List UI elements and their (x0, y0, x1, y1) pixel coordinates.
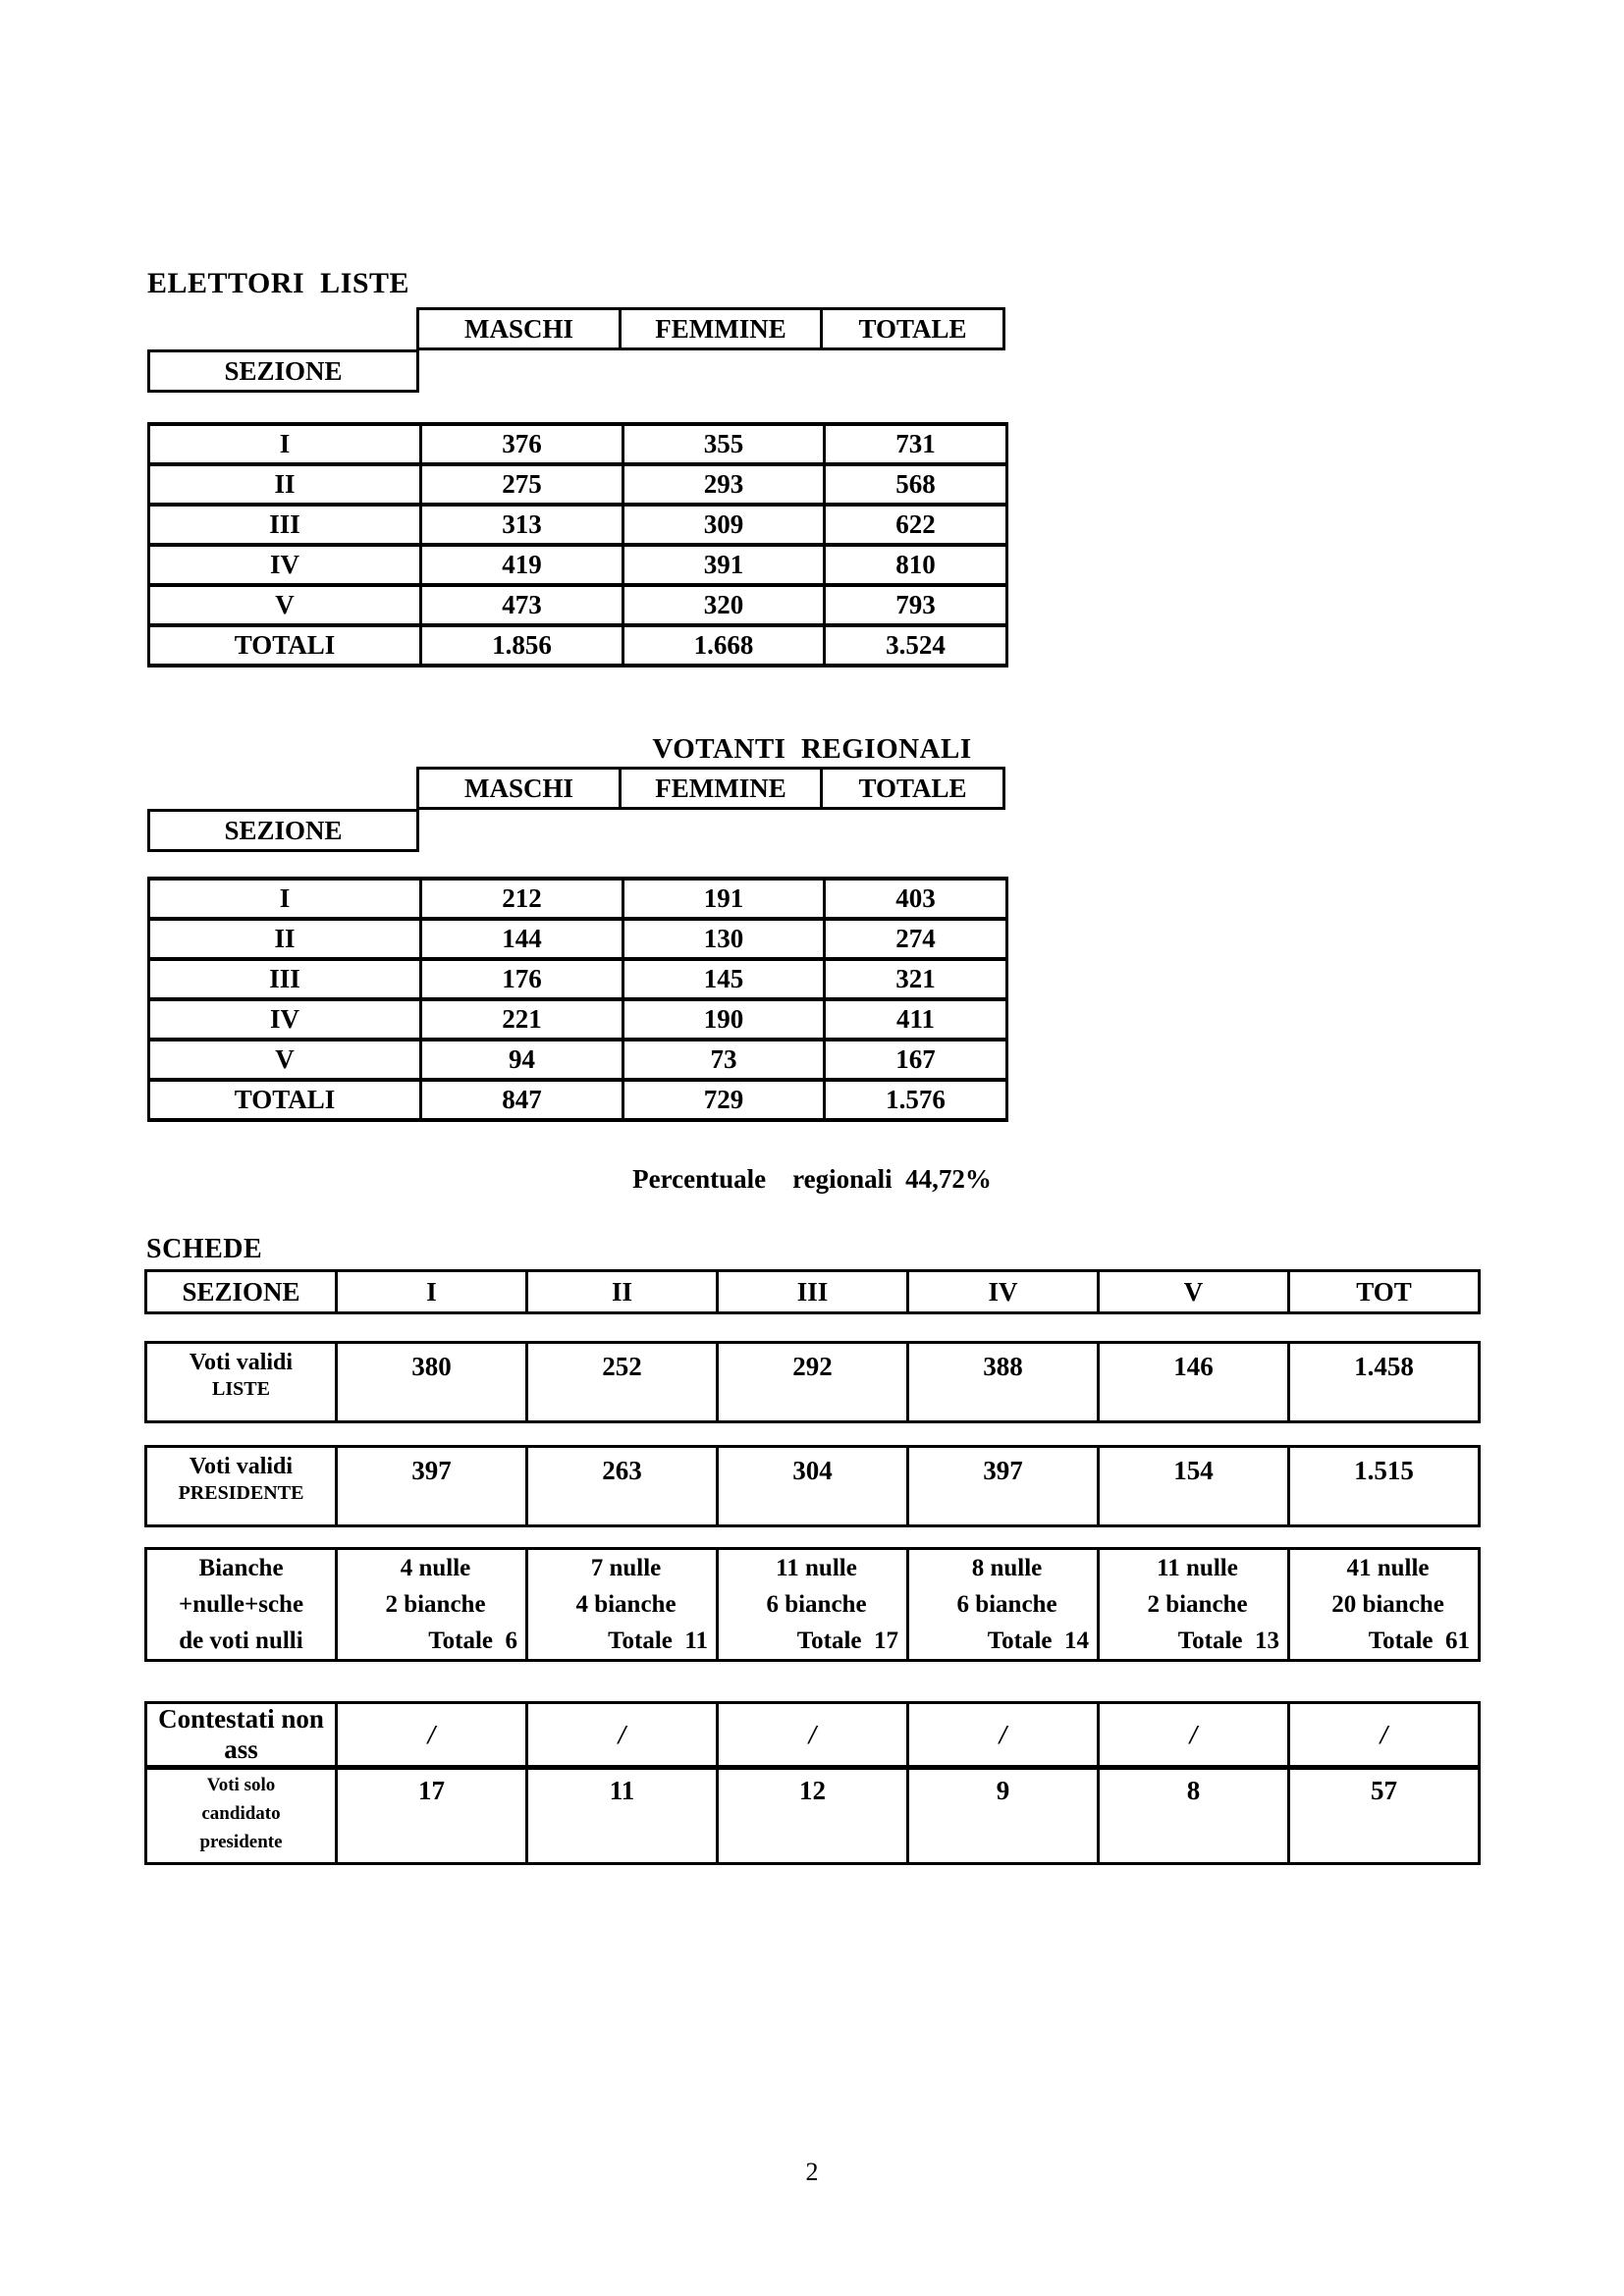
table-row (149, 585, 1007, 625)
cell-totale: 568 (825, 464, 1007, 505)
cell-value: 388 (908, 1343, 1099, 1422)
nulle-line: 41 nulle (1346, 1555, 1430, 1581)
cell-femmine: 190 (623, 999, 825, 1040)
cell-maschi: 376 (421, 424, 623, 464)
bianche-line: 2 bianche (1147, 1591, 1248, 1618)
bianche-line: 20 bianche (1331, 1591, 1444, 1618)
row-label: II (149, 919, 421, 959)
cell-totale: 274 (825, 919, 1007, 959)
cell-totale: 731 (825, 424, 1007, 464)
cell-slash: / (908, 1703, 1099, 1768)
cell-femmine: 729 (623, 1080, 825, 1120)
schede-col-sezione: SEZIONE (146, 1271, 337, 1313)
label-line: +nulle+sche (178, 1591, 304, 1618)
cell-slash: / (1099, 1703, 1289, 1768)
row-label: II (149, 464, 421, 505)
label-line: Bianche (198, 1555, 284, 1581)
cell-maschi: 144 (421, 919, 623, 959)
bianche-line: 2 bianche (385, 1591, 486, 1618)
liste-sublabel: LISTE (212, 1378, 270, 1400)
schede-col-5: V (1099, 1271, 1289, 1313)
schede-col-1: I (337, 1271, 527, 1313)
totale-line: Totale 11 (608, 1628, 708, 1654)
row-label (146, 1549, 337, 1661)
cell-maschi: 212 (421, 879, 623, 919)
elettori-liste-title: ELETTORI LISTE (147, 267, 410, 299)
cell-femmine: 145 (623, 959, 825, 999)
table-row (149, 505, 1007, 545)
cell-totale: 321 (825, 959, 1007, 999)
row-label (146, 1447, 337, 1526)
cell-value: 9 (908, 1768, 1099, 1864)
contestati-row (146, 1703, 1480, 1768)
elettori-column-headers (416, 307, 1005, 350)
schede-col-3: III (718, 1271, 908, 1313)
cell-totale: 793 (825, 585, 1007, 625)
cell-maschi: 473 (421, 585, 623, 625)
row-label: IV (149, 545, 421, 585)
table-row (149, 999, 1007, 1040)
cell-value: 146 (1099, 1343, 1289, 1422)
cell-femmine: 130 (623, 919, 825, 959)
cell-value: 17 (337, 1768, 527, 1864)
cell-totale: 167 (825, 1040, 1007, 1080)
cell-maschi: 94 (421, 1040, 623, 1080)
cell-totale: 411 (825, 999, 1007, 1040)
table-row (149, 1040, 1007, 1080)
cell-breakdown-total (1289, 1549, 1480, 1661)
table-row (149, 919, 1007, 959)
cell-value: 397 (337, 1447, 527, 1526)
cell-breakdown (718, 1549, 908, 1661)
contestati-votisolo-table (144, 1701, 1481, 1865)
cell-value: 11 (527, 1768, 718, 1864)
votanti-table (147, 877, 1008, 1122)
totals-row (149, 625, 1007, 666)
cell-maschi: 419 (421, 545, 623, 585)
votanti-regionali-title: VOTANTI REGIONALI (652, 733, 972, 765)
nulle-line: 4 nulle (400, 1555, 471, 1581)
cell-femmine: 320 (623, 585, 825, 625)
elettori-col-header-maschi: MASCHI (418, 309, 621, 349)
totale-line: Totale 13 (1177, 1628, 1279, 1654)
cell-maschi: 847 (421, 1080, 623, 1120)
bianche-nulle-row (144, 1547, 1481, 1662)
totals-row (149, 1080, 1007, 1120)
cell-value: 252 (527, 1343, 718, 1422)
nulle-line: 7 nulle (590, 1555, 662, 1581)
row-label: IV (149, 999, 421, 1040)
cell-total: 57 (1289, 1768, 1480, 1864)
cell-maschi: 221 (421, 999, 623, 1040)
percentuale-regionali-line: Percentuale regionali 44,72% (632, 1164, 992, 1194)
voti-validi-label: Voti validi (189, 1454, 294, 1479)
cell-value: 12 (718, 1768, 908, 1864)
cell-slash: / (718, 1703, 908, 1768)
cell-maschi: 313 (421, 505, 623, 545)
votanti-column-headers (416, 767, 1005, 810)
table-row (149, 464, 1007, 505)
row-label: TOTALI (149, 1080, 421, 1120)
cell-breakdown (337, 1549, 527, 1661)
cell-totale: 810 (825, 545, 1007, 585)
cell-breakdown (527, 1549, 718, 1661)
cell-slash: / (1289, 1703, 1480, 1768)
votanti-col-header-maschi: MASCHI (418, 769, 621, 809)
label-line: Voti solo (206, 1775, 276, 1795)
cell-femmine: 293 (623, 464, 825, 505)
cell-femmine: 1.668 (623, 625, 825, 666)
nulle-line: 11 nulle (776, 1555, 857, 1581)
elettori-table (147, 422, 1008, 667)
voti-validi-liste-row (144, 1341, 1481, 1423)
row-label: III (149, 505, 421, 545)
cell-totale: 1.576 (825, 1080, 1007, 1120)
cell-femmine: 191 (623, 879, 825, 919)
cell-slash: / (527, 1703, 718, 1768)
totale-line: Totale 14 (987, 1628, 1089, 1654)
cell-total: 1.458 (1289, 1343, 1480, 1422)
presidente-sublabel: PRESIDENTE (178, 1482, 304, 1504)
schede-col-tot: TOT (1289, 1271, 1480, 1313)
table-row (149, 545, 1007, 585)
totale-line: Totale 17 (796, 1628, 898, 1654)
elettori-sezione-header: SEZIONE (147, 349, 419, 393)
schede-col-2: II (527, 1271, 718, 1313)
cell-value: 397 (908, 1447, 1099, 1526)
row-label: I (149, 424, 421, 464)
label-line: candidato (201, 1803, 281, 1824)
cell-maschi: 176 (421, 959, 623, 999)
nulle-line: 11 nulle (1157, 1555, 1238, 1581)
row-label: I (149, 879, 421, 919)
votanti-col-header-femmine: FEMMINE (621, 769, 822, 809)
label-line: de voti nulli (179, 1628, 303, 1654)
cell-femmine: 309 (623, 505, 825, 545)
voti-validi-label: Voti validi (189, 1350, 294, 1375)
cell-femmine: 73 (623, 1040, 825, 1080)
row-label (146, 1768, 337, 1864)
cell-totale: 403 (825, 879, 1007, 919)
cell-value: 292 (718, 1343, 908, 1422)
votanti-sezione-header: SEZIONE (147, 809, 419, 852)
row-label: TOTALI (149, 625, 421, 666)
bianche-line: 6 bianche (956, 1591, 1057, 1618)
cell-slash: / (337, 1703, 527, 1768)
cell-femmine: 391 (623, 545, 825, 585)
cell-value: 380 (337, 1343, 527, 1422)
cell-totale: 622 (825, 505, 1007, 545)
cell-total: 1.515 (1289, 1447, 1480, 1526)
cell-value: 263 (527, 1447, 718, 1526)
voti-validi-presidente-row (144, 1445, 1481, 1527)
row-label: III (149, 959, 421, 999)
label-line: presidente (199, 1832, 283, 1852)
bianche-line: 6 bianche (766, 1591, 867, 1618)
cell-value: 154 (1099, 1447, 1289, 1526)
totale-line: Totale 61 (1368, 1628, 1470, 1654)
nulle-line: 8 nulle (971, 1555, 1043, 1581)
bianche-line: 4 bianche (575, 1591, 677, 1618)
row-label: V (149, 1040, 421, 1080)
schede-header-row (144, 1269, 1481, 1314)
cell-totale: 3.524 (825, 625, 1007, 666)
cell-breakdown (908, 1549, 1099, 1661)
table-row (149, 959, 1007, 999)
row-label: V (149, 585, 421, 625)
cell-breakdown (1099, 1549, 1289, 1661)
votanti-col-header-totale: TOTALE (822, 769, 1004, 809)
table-row (149, 424, 1007, 464)
cell-maschi: 275 (421, 464, 623, 505)
elettori-col-header-totale: TOTALE (822, 309, 1004, 349)
cell-value: 304 (718, 1447, 908, 1526)
totale-line: Totale 6 (428, 1628, 517, 1654)
row-label (146, 1343, 337, 1422)
schede-title: SCHEDE (146, 1234, 263, 1264)
table-row (149, 879, 1007, 919)
row-label: Contestati non ass (146, 1703, 337, 1768)
voti-solo-row (146, 1768, 1480, 1864)
cell-value: 8 (1099, 1768, 1289, 1864)
schede-col-4: IV (908, 1271, 1099, 1313)
elettori-col-header-femmine: FEMMINE (621, 309, 822, 349)
page-number: 2 (805, 2158, 819, 2186)
cell-femmine: 355 (623, 424, 825, 464)
cell-maschi: 1.856 (421, 625, 623, 666)
